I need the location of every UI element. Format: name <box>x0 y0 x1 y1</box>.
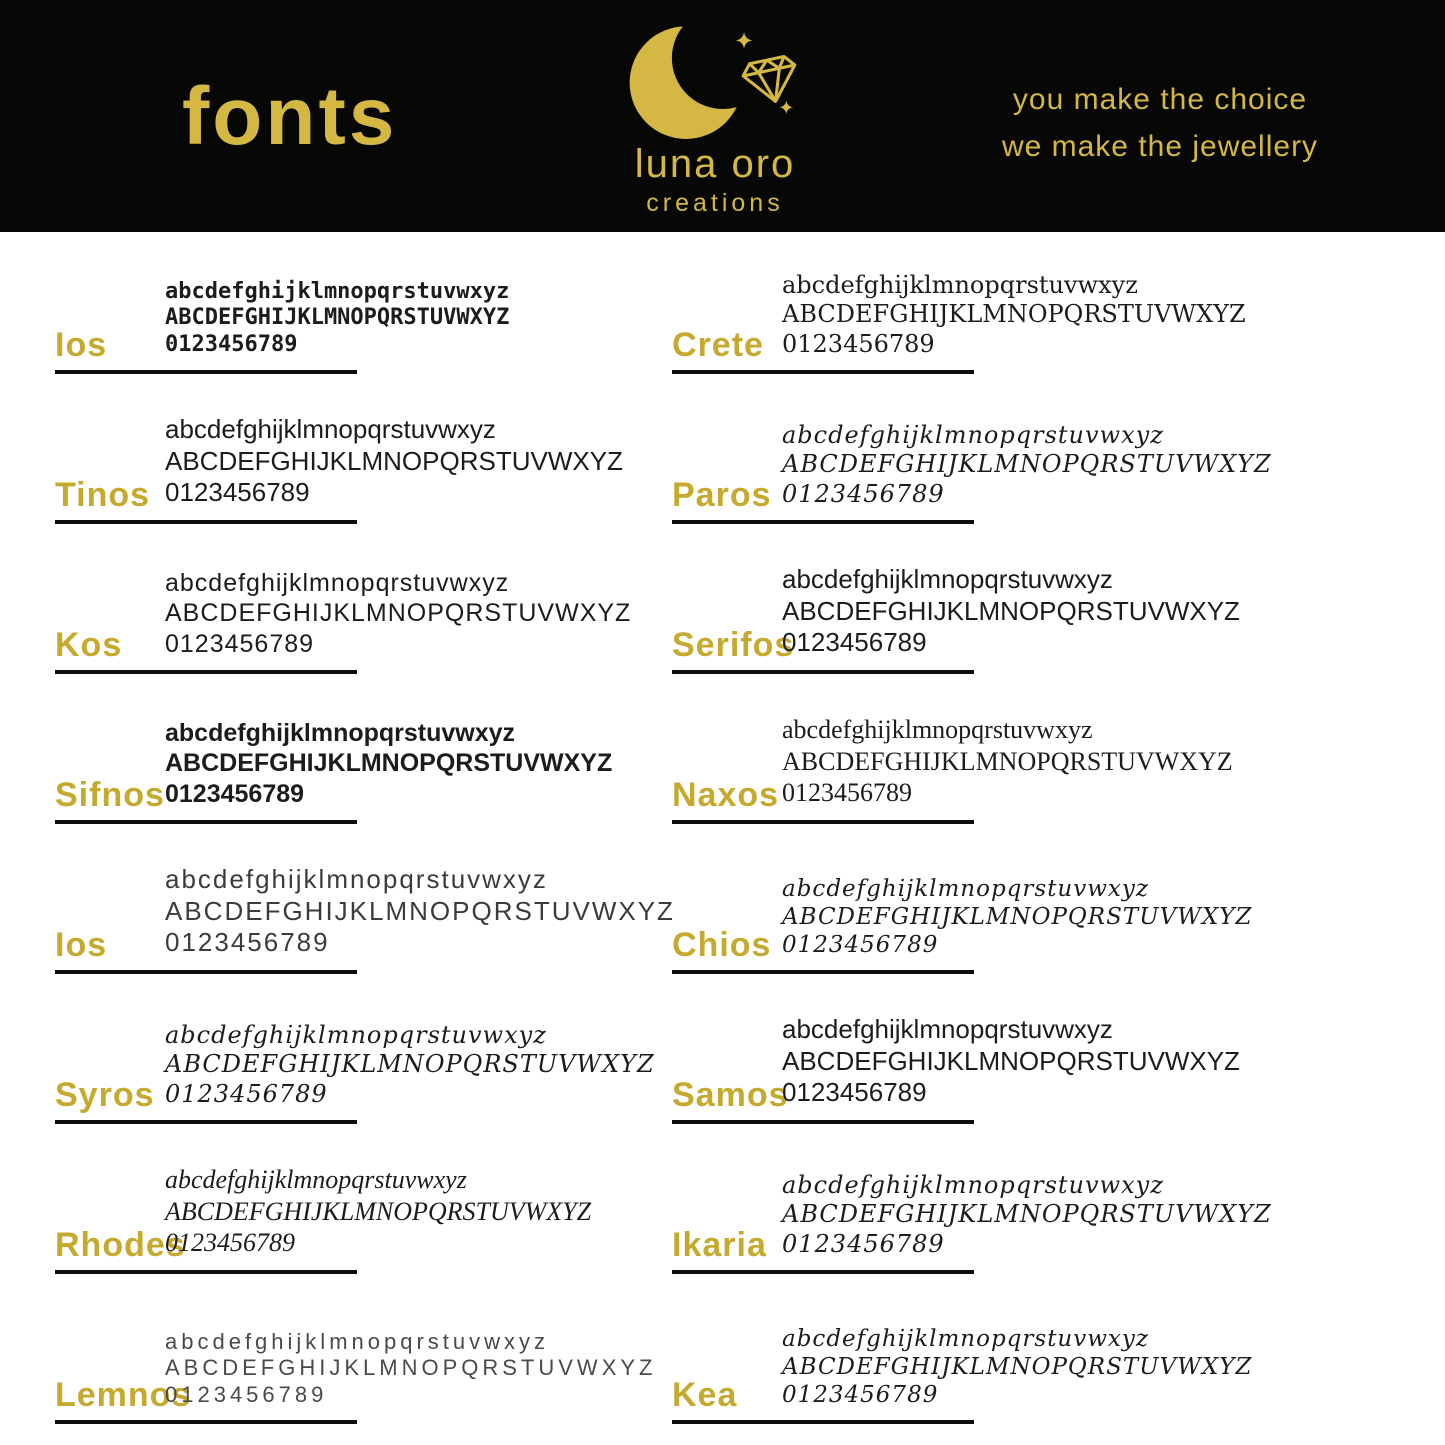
font-sample-digits: 0123456789 <box>165 1228 295 1258</box>
font-sample <box>782 564 1240 659</box>
divider-line <box>672 1120 974 1124</box>
brand-subtitle: creations <box>646 189 784 217</box>
font-sample-cell <box>617 245 1445 395</box>
font-sample-cell <box>617 395 1445 545</box>
font-sample <box>165 1164 591 1259</box>
font-sample-lowercase: abcdefghijklmnopqrstuvwxyz <box>782 714 1093 744</box>
font-sample-row <box>0 245 1445 395</box>
font-name-label: Ios <box>55 926 108 964</box>
font-name-label: Sifnos <box>55 776 165 814</box>
font-sample-lowercase: abcdefghijklmnopqrstuvwxyz <box>165 1328 550 1354</box>
font-sample-cell <box>617 995 1445 1145</box>
font-sample-uppercase: ABCDEFGHIJKLMNOPQRSTUVWXYZ <box>782 1045 1240 1076</box>
font-sample <box>782 1325 1252 1409</box>
divider-line <box>55 370 357 374</box>
font-sample-cell <box>0 845 675 995</box>
divider-line <box>672 370 974 374</box>
font-name-label: Kos <box>55 626 123 664</box>
font-sample-cell <box>0 395 623 545</box>
font-sample <box>782 271 1246 359</box>
font-sample-uppercase: ABCDEFGHIJKLMNOPQRSTUVWXYZ <box>782 746 1233 776</box>
font-sample-lowercase: abcdefghijklmnopqrstuvwxyz <box>782 1171 1164 1200</box>
font-sample <box>782 1014 1240 1109</box>
tagline-line1: you make the choice <box>1012 83 1308 116</box>
font-sample-lowercase: abcdefghijklmnopqrstuvwxyz <box>165 718 516 747</box>
font-sample-uppercase: ABCDEFGHIJKLMNOPQRSTUVWXYZ <box>782 1200 1272 1229</box>
font-sample-lowercase: abcdefghijklmnopqrstuvwxyz <box>782 875 1150 902</box>
font-sample-digits: 0123456789 <box>782 931 939 958</box>
font-sample <box>782 1171 1272 1259</box>
font-sample-digits: 0123456789 <box>782 1381 939 1408</box>
font-sample-lowercase: abcdefghijklmnopqrstuvwxyz <box>782 271 1138 300</box>
font-name-label: Paros <box>672 476 772 514</box>
font-sample <box>165 864 675 959</box>
font-sample-cell <box>0 245 617 395</box>
tagline <box>980 76 1340 170</box>
font-sample-cell <box>0 695 617 845</box>
font-sample <box>165 718 612 810</box>
font-sample-uppercase: ABCDEFGHIJKLMNOPQRSTUVWXYZ <box>165 599 632 627</box>
font-sample-digits: 0123456789 <box>782 778 912 808</box>
font-sample-cell <box>0 1295 657 1445</box>
font-sample-lowercase: abcdefghijklmnopqrstuvwxyz <box>782 1013 1113 1044</box>
font-sample-digits: 0123456789 <box>165 1382 328 1408</box>
font-sample <box>782 421 1272 509</box>
divider-line <box>55 1270 357 1274</box>
font-name-label: Crete <box>672 326 764 364</box>
divider-line <box>672 820 974 824</box>
font-sample <box>165 279 509 359</box>
font-rows <box>0 245 1445 1445</box>
brand-logo <box>585 14 845 218</box>
font-sample-digits: 0123456789 <box>165 927 330 958</box>
divider-line <box>672 670 974 674</box>
font-sample-digits: 0123456789 <box>165 477 310 508</box>
divider-line <box>55 520 357 524</box>
font-name-label: Samos <box>672 1076 789 1114</box>
font-name-label: Tinos <box>55 476 151 514</box>
font-sample-lowercase: abcdefghijklmnopqrstuvwxyz <box>165 568 510 597</box>
font-sample-digits: 0123456789 <box>782 627 927 658</box>
font-sample-digits: 0123456789 <box>165 779 305 808</box>
font-sample-digits: 0123456789 <box>165 1079 328 1108</box>
font-sample-uppercase: ABCDEFGHIJKLMNOPQRSTUVWXYZ <box>165 749 613 777</box>
divider-line <box>672 1420 974 1424</box>
font-name-label: Ios <box>55 326 108 364</box>
page-title: fonts <box>182 71 398 162</box>
font-sample-digits: 0123456789 <box>782 479 945 508</box>
font-name-label: Syros <box>55 1076 155 1114</box>
font-sample-cell <box>617 1145 1445 1295</box>
font-sample-lowercase: abcdefghijklmnopqrstuvwxyz <box>165 278 510 304</box>
font-name-label: Chios <box>672 926 772 964</box>
font-sample-row <box>0 545 1445 695</box>
divider-line <box>55 1420 357 1424</box>
divider-line <box>672 520 974 524</box>
font-sample-digits: 0123456789 <box>782 329 935 358</box>
font-sample <box>165 1329 656 1409</box>
font-sample-lowercase: abcdefghijklmnopqrstuvwxyz <box>782 1325 1150 1352</box>
tagline-line2: we make the jewellery <box>1001 130 1319 163</box>
divider-line <box>55 970 357 974</box>
font-sample-digits: 0123456789 <box>782 1229 945 1258</box>
font-sample-uppercase: ABCDEFGHIJKLMNOPQRSTUVWXYZ <box>165 895 675 926</box>
font-sample-row <box>0 995 1445 1145</box>
font-sample-cell <box>617 545 1445 695</box>
font-sample-row <box>0 845 1445 995</box>
font-sample-digits: 0123456789 <box>165 332 298 358</box>
font-sample-row <box>0 395 1445 545</box>
divider-line <box>55 1120 357 1124</box>
font-sample <box>782 875 1252 959</box>
font-sample-lowercase: abcdefghijklmnopqrstuvwxyz <box>782 421 1164 450</box>
font-name-label: Serifos <box>672 626 795 664</box>
font-sample-cell <box>0 1145 617 1295</box>
font-name-label: Rhodes <box>55 1226 186 1264</box>
font-sample-uppercase: ABCDEFGHIJKLMNOPQRSTUVWXYZ <box>165 1355 657 1381</box>
font-sample-cell <box>617 695 1445 845</box>
font-sample-cell <box>0 545 632 695</box>
font-sample <box>165 414 623 509</box>
font-sample-uppercase: ABCDEFGHIJKLMNOPQRSTUVWXYZ <box>165 1050 655 1079</box>
divider-line <box>672 1270 974 1274</box>
font-sample-lowercase: abcdefghijklmnopqrstuvwxyz <box>165 1164 467 1194</box>
font-sample-cell <box>617 845 1445 995</box>
font-sample-digits: 0123456789 <box>782 1077 927 1108</box>
font-sample-uppercase: ABCDEFGHIJKLMNOPQRSTUVWXYZ <box>782 1353 1253 1380</box>
header-banner <box>0 0 1445 232</box>
divider-line <box>55 820 357 824</box>
font-sample-uppercase: ABCDEFGHIJKLMNOPQRSTUVWXYZ <box>165 305 510 331</box>
font-sample-row <box>0 695 1445 845</box>
font-sample-lowercase: abcdefghijklmnopqrstuvwxyz <box>165 1021 547 1050</box>
font-sample-digits: 0123456789 <box>165 629 315 658</box>
divider-line <box>55 670 357 674</box>
font-sample <box>782 714 1233 809</box>
font-sample-row <box>0 1145 1445 1295</box>
font-name-label: Lemnos <box>55 1376 192 1414</box>
font-sample-cell <box>617 1295 1445 1445</box>
font-sample-cell <box>0 995 655 1145</box>
font-sample-row <box>0 1295 1445 1445</box>
font-name-label: Ikaria <box>672 1226 767 1264</box>
font-sample-lowercase: abcdefghijklmnopqrstuvwxyz <box>782 563 1113 594</box>
brand-name: luna oro <box>634 142 796 186</box>
font-sample-uppercase: ABCDEFGHIJKLMNOPQRSTUVWXYZ <box>782 903 1253 930</box>
font-sample <box>165 568 631 660</box>
font-name-label: Kea <box>672 1376 738 1414</box>
font-name-label: Naxos <box>672 776 780 814</box>
font-sample-uppercase: ABCDEFGHIJKLMNOPQRSTUVWXYZ <box>782 450 1272 479</box>
font-sample <box>165 1021 655 1109</box>
divider-line <box>672 970 974 974</box>
font-sample-lowercase: abcdefghijklmnopqrstuvwxyz <box>165 413 496 444</box>
font-sample-lowercase: abcdefghijklmnopqrstuvwxyz <box>165 863 548 894</box>
font-sample-uppercase: ABCDEFGHIJKLMNOPQRSTUVWXYZ <box>165 445 623 476</box>
font-sample-uppercase: ABCDEFGHIJKLMNOPQRSTUVWXYZ <box>782 300 1246 329</box>
crescent-moon-diamond-icon <box>600 14 830 146</box>
font-sample-uppercase: ABCDEFGHIJKLMNOPQRSTUVWXYZ <box>165 1196 592 1226</box>
font-sample-uppercase: ABCDEFGHIJKLMNOPQRSTUVWXYZ <box>782 595 1240 626</box>
